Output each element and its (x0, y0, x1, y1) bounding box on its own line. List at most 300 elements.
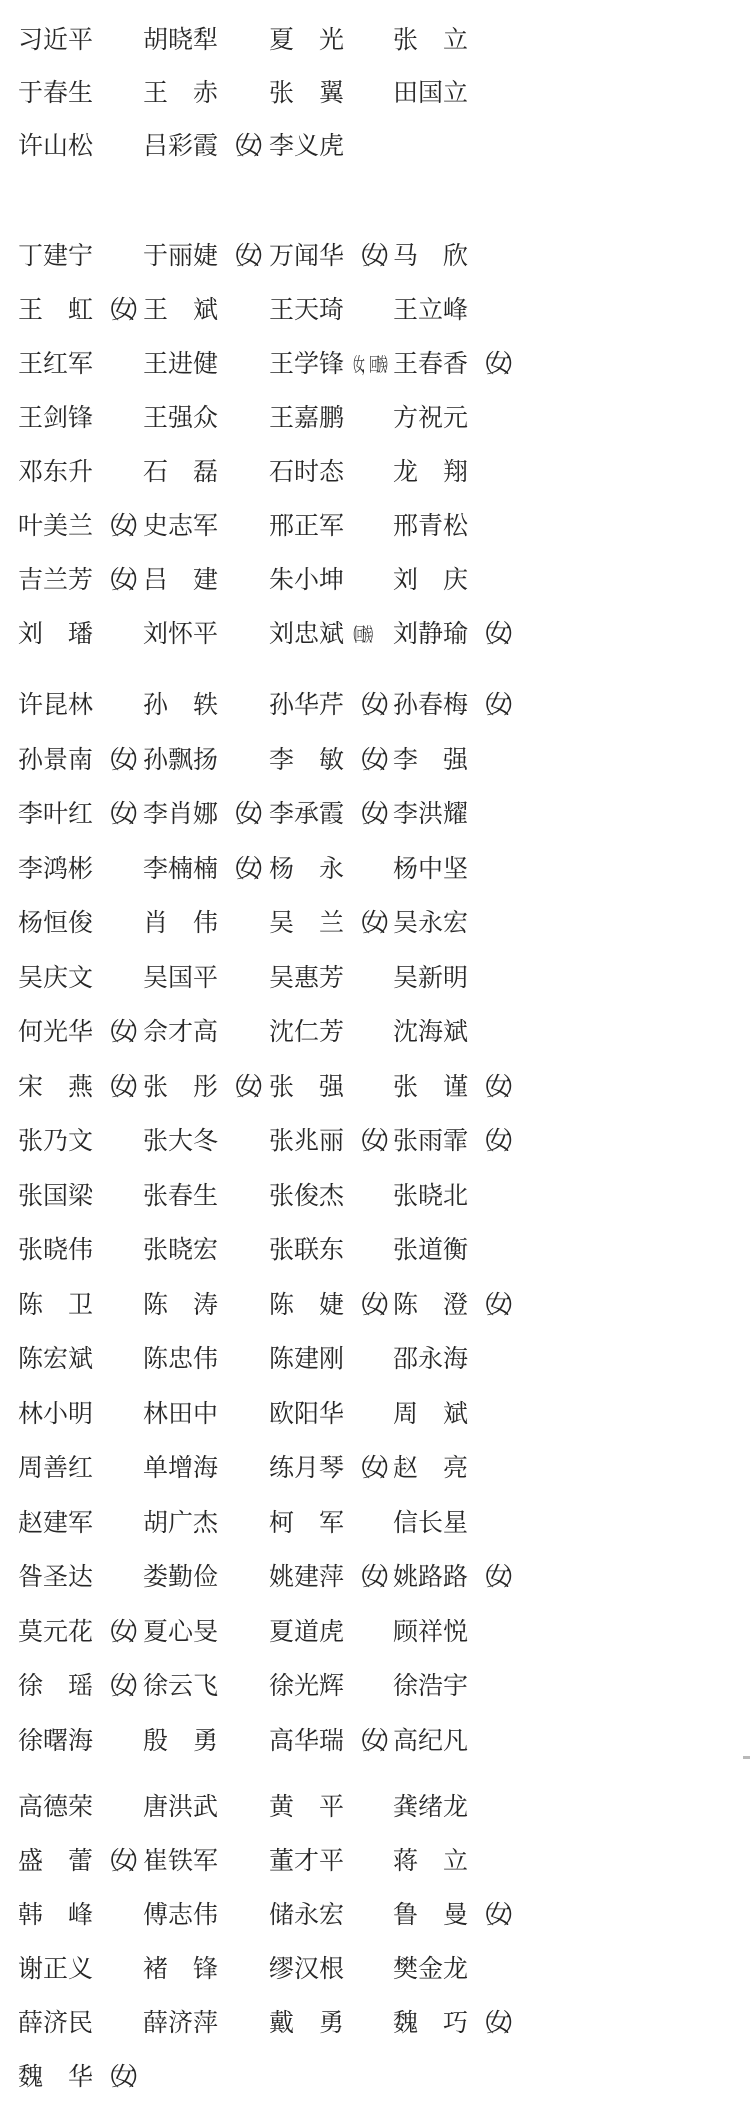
name-row (0, 605, 750, 659)
delegate-name-text: 王 虹 (18, 297, 94, 324)
delegate-name-text: 魏 华 (18, 2064, 94, 2091)
delegate-name-text: 欧阳华 (269, 1400, 345, 1428)
delegate-name-text: 张 彤 (143, 1073, 219, 1101)
delegate-name-cell (269, 740, 395, 776)
delegate-name-text: 张 翼 (269, 79, 345, 107)
delegate-name-text: 储永宏 (269, 1902, 345, 1929)
delegate-name-text: 薛济民 (18, 2010, 94, 2037)
delegate-name-cell (18, 20, 93, 56)
delegate-name-cell (269, 560, 344, 596)
delegate-name-text: 胡晓犁 (143, 26, 219, 54)
delegate-name-text: 张联东 (269, 1237, 345, 1265)
delegate-name-cell (269, 1612, 344, 1648)
delegate-name-cell (18, 1394, 93, 1430)
delegate-name-text: 杨 永 (269, 855, 345, 883)
delegate-name-cell (143, 614, 218, 650)
name-row (0, 1221, 750, 1276)
delegate-name-cell (143, 398, 218, 434)
delegate-name-cell (18, 236, 93, 272)
delegate-name-text: 傅志伟 (143, 1902, 219, 1929)
delegate-name-cell (18, 506, 144, 542)
name-row (0, 1832, 750, 1886)
delegate-name-text: 王强众 (143, 405, 219, 432)
delegate-name-cell (393, 1787, 468, 1823)
delegate-name-text: 陈 澄 (393, 1291, 469, 1319)
delegate-name-text: 丁建宁 (18, 243, 94, 270)
delegate-name-text: 吴永宏 (393, 910, 469, 938)
delegate-name-text: 王嘉鹏 (269, 405, 345, 432)
delegate-name-cell (269, 1012, 344, 1048)
delegate-name-text: 赵 亮 (393, 1455, 469, 1483)
delegate-name-cell (143, 344, 218, 380)
delegate-name-cell (269, 1503, 344, 1539)
delegate-name-text: 殷 勇 (143, 1727, 219, 1755)
delegate-name-text: 吴庆文 (18, 964, 94, 992)
delegate-name-text: 王红军 (18, 351, 94, 378)
delegate-name-cell (18, 1448, 93, 1484)
delegate-name-cell (18, 614, 93, 650)
delegate-name-text: 石时态 (269, 459, 345, 486)
name-row (0, 281, 750, 335)
delegate-name-cell (269, 452, 344, 488)
name-row (0, 1940, 750, 1994)
delegate-name-text: 王进健 (143, 351, 219, 378)
delegate-name-cell (393, 1557, 519, 1593)
delegate-name-cell (393, 1285, 519, 1321)
delegate-name-text: 姚建萍 (269, 1564, 345, 1592)
delegate-name-text: 高纪凡 (393, 1727, 469, 1755)
delegate-name-cell (143, 849, 269, 885)
name-row (0, 1439, 750, 1494)
delegate-name-cell (393, 1012, 468, 1048)
delegate-name-text: 沈海斌 (393, 1019, 469, 1047)
gender-annotation: （女） (95, 567, 144, 594)
name-row (0, 1886, 750, 1940)
delegate-name-cell (18, 1949, 93, 1985)
delegate-name-cell (143, 740, 218, 776)
delegate-name-cell (18, 1557, 93, 1593)
delegate-name-text: 宋 燕 (18, 1073, 94, 1101)
delegate-name-cell (393, 1394, 468, 1430)
delegate-name-cell (143, 290, 218, 326)
delegate-name-text: 李鸿彬 (18, 855, 94, 883)
delegate-name-text: 王立峰 (393, 297, 469, 324)
delegate-name-cell (143, 1285, 218, 1321)
delegate-name-text: 董才平 (269, 1848, 345, 1875)
delegate-name-text: 单增海 (143, 1455, 219, 1483)
gender-annotation: （女） (346, 910, 395, 938)
delegate-name-cell (143, 1121, 218, 1157)
delegate-name-cell (18, 849, 93, 885)
delegate-name-cell (18, 2003, 93, 2039)
delegate-name-cell (269, 1121, 395, 1157)
delegate-name-text: 徐云飞 (143, 1673, 219, 1701)
delegate-name-text: 夏 光 (269, 26, 345, 54)
name-row (0, 785, 750, 840)
name-row (0, 551, 750, 605)
delegate-name-cell (393, 740, 468, 776)
delegate-name-text: 盛 蕾 (18, 1848, 94, 1875)
delegate-name-cell (269, 1949, 344, 1985)
gender-annotation: （女） (95, 746, 144, 774)
delegate-name-text: 刘忠斌 (269, 621, 345, 648)
delegate-name-text: 张大冬 (143, 1128, 219, 1156)
delegate-name-text: 吴新明 (393, 964, 469, 992)
delegate-name-cell (393, 794, 468, 830)
delegate-name-cell (143, 1012, 218, 1048)
name-row (0, 117, 750, 170)
delegate-name-text: 王天琦 (269, 297, 345, 324)
delegate-name-cell (393, 344, 519, 380)
delegate-name-text: 王剑锋 (18, 405, 94, 432)
delegate-name-text: 张晓宏 (143, 1237, 219, 1265)
name-row (0, 443, 750, 497)
delegate-name-text: 张 强 (269, 1073, 345, 1101)
delegate-name-cell (269, 1448, 395, 1484)
delegate-name-text: 吴 兰 (269, 910, 345, 938)
delegate-name-text: 许昆林 (18, 692, 94, 720)
delegate-name-cell (393, 1666, 468, 1702)
delegate-name-cell (269, 73, 344, 109)
delegate-name-text: 夏心旻 (143, 1618, 219, 1646)
gender-annotation: （女） (95, 1673, 144, 1701)
name-row (0, 840, 750, 895)
delegate-name-cell (18, 1721, 93, 1757)
gender-annotation: （女） (346, 1564, 395, 1592)
delegate-name-cell (143, 1666, 218, 1702)
delegate-name-cell (269, 794, 395, 830)
delegate-name-cell (18, 452, 93, 488)
delegate-name-text: 石 磊 (143, 459, 219, 486)
delegate-name-text: 林小明 (18, 1400, 94, 1428)
delegate-name-cell (143, 1612, 218, 1648)
delegate-name-text: 孙飘扬 (143, 746, 219, 774)
delegate-name-cell (393, 20, 468, 56)
delegate-name-text: 史志军 (143, 513, 219, 540)
delegate-name-text: 邓东升 (18, 459, 94, 486)
delegate-name-text: 练月琴 (269, 1455, 345, 1483)
delegate-name-text: 张 谨 (393, 1073, 469, 1101)
delegate-name-text: 周善红 (18, 1455, 94, 1483)
delegate-name-cell (393, 290, 468, 326)
gender-ethnicity-annotation: （回族） (347, 625, 377, 647)
delegate-name-text: 李洪耀 (393, 801, 469, 829)
delegate-name-text: 韩 峰 (18, 1902, 94, 1929)
name-row (0, 1494, 750, 1549)
gender-annotation: （女） (95, 1848, 144, 1875)
delegate-name-cell (269, 398, 344, 434)
gender-annotation: （女） (95, 1019, 144, 1047)
gender-annotation: （女） (346, 746, 395, 774)
delegate-name-cell (393, 614, 519, 650)
delegate-name-text: 王学锋 (269, 351, 345, 378)
delegate-name-cell (393, 1721, 468, 1757)
delegate-name-cell (143, 1394, 218, 1430)
delegate-name-cell (18, 1612, 144, 1648)
delegate-name-cell (269, 1666, 344, 1702)
delegate-name-text: 邢正军 (269, 513, 345, 540)
delegate-name-cell (18, 958, 93, 994)
gender-annotation: （女） (346, 801, 395, 829)
delegate-name-cell (269, 1339, 344, 1375)
delegate-name-cell (269, 1895, 344, 1931)
delegate-name-cell (143, 1339, 218, 1375)
name-row (0, 1385, 750, 1440)
delegate-name-cell (393, 1176, 468, 1212)
delegate-name-text: 李承霞 (269, 801, 345, 829)
gender-annotation: （女） (220, 801, 269, 829)
delegate-name-cell (143, 236, 269, 272)
delegate-name-cell (18, 398, 93, 434)
delegate-name-cell (18, 1121, 93, 1157)
delegate-name-cell (18, 1503, 93, 1539)
delegate-name-cell (393, 560, 468, 596)
scan-artifact-mark (743, 1756, 750, 1759)
gender-annotation: （女） (95, 801, 144, 829)
name-row (0, 949, 750, 1004)
delegate-name-text: 鲁 曼 (393, 1902, 469, 1929)
delegate-name-text: 顾祥悦 (393, 1618, 469, 1646)
delegate-name-cell (269, 1841, 344, 1877)
delegate-name-text: 马 欣 (393, 243, 469, 270)
delegate-name-cell (18, 794, 144, 830)
delegate-name-text: 胡广杰 (143, 1509, 219, 1537)
delegate-name-text: 刘怀平 (143, 621, 219, 648)
delegate-name-cell (18, 2057, 144, 2093)
name-row (0, 676, 750, 731)
name-row (0, 1603, 750, 1658)
delegate-name-cell (269, 1394, 344, 1430)
delegate-name-text: 邵永海 (393, 1346, 469, 1374)
group-main-a (0, 227, 750, 659)
group-main-b (0, 676, 750, 1766)
delegate-name-text: 李肖娜 (143, 801, 219, 829)
name-row (0, 11, 750, 64)
delegate-name-cell (393, 506, 468, 542)
delegate-name-text: 姚路路 (393, 1564, 469, 1592)
delegate-name-text: 吉兰芳 (18, 567, 94, 594)
delegate-name-cell (18, 344, 93, 380)
delegate-name-cell (18, 1230, 93, 1266)
gender-annotation: （女） (346, 1128, 395, 1156)
name-row (0, 731, 750, 786)
name-row (0, 1994, 750, 2048)
delegate-name-text: 于春生 (18, 79, 94, 107)
delegate-name-cell (269, 1557, 395, 1593)
delegate-name-text: 龙 翔 (393, 459, 469, 486)
name-row (0, 389, 750, 443)
delegate-name-cell (18, 1841, 144, 1877)
delegate-name-cell (269, 903, 395, 939)
delegate-name-text: 李叶红 (18, 801, 94, 829)
delegate-name-cell (143, 1949, 218, 1985)
delegate-name-text: 娄勤俭 (143, 1564, 219, 1592)
delegate-name-cell (393, 73, 468, 109)
delegate-name-text: 夏道虎 (269, 1618, 345, 1646)
name-row (0, 1548, 750, 1603)
delegate-name-cell (143, 794, 269, 830)
delegate-name-text: 吴国平 (143, 964, 219, 992)
delegate-name-cell (143, 126, 269, 162)
delegate-name-cell (269, 849, 344, 885)
delegate-name-cell (269, 1230, 344, 1266)
gender-annotation: （女） (220, 243, 269, 270)
delegate-name-text: 沈仁芳 (269, 1019, 345, 1047)
delegate-name-cell (269, 290, 344, 326)
delegate-name-cell (18, 560, 144, 596)
name-row (0, 1112, 750, 1167)
delegate-name-cell (269, 1176, 344, 1212)
delegate-name-text: 方祝元 (393, 405, 469, 432)
delegate-name-text: 陈宏斌 (18, 1346, 94, 1374)
delegate-name-text: 王 斌 (143, 297, 219, 324)
delegate-name-text: 陈 涛 (143, 1291, 219, 1319)
delegate-name-cell (269, 1721, 395, 1757)
gender-annotation: （女） (470, 692, 519, 720)
delegate-name-text: 何光华 (18, 1019, 94, 1047)
delegate-name-text: 张晓伟 (18, 1237, 94, 1265)
delegate-name-cell (18, 740, 144, 776)
delegate-name-text: 崔铁军 (143, 1848, 219, 1875)
delegate-name-cell (393, 236, 468, 272)
delegate-name-cell (143, 2003, 218, 2039)
delegate-name-cell (393, 1895, 519, 1931)
delegate-name-cell (143, 506, 218, 542)
delegate-name-cell (393, 1448, 468, 1484)
delegate-name-text: 李义虎 (269, 132, 345, 160)
delegate-name-text: 昝圣达 (18, 1564, 94, 1592)
delegate-name-text: 孙春梅 (393, 692, 469, 720)
name-row (0, 1657, 750, 1712)
delegate-name-text: 刘 璠 (18, 621, 94, 648)
delegate-name-cell (393, 1121, 519, 1157)
delegate-name-cell (393, 1339, 468, 1375)
delegate-name-cell (143, 73, 218, 109)
delegate-name-text: 王春香 (393, 351, 469, 378)
delegate-name-cell (18, 1339, 93, 1375)
delegate-name-cell (393, 398, 468, 434)
delegate-name-cell (18, 1285, 93, 1321)
delegate-name-text: 孙华芹 (269, 692, 345, 720)
delegate-name-text: 高华瑞 (269, 1727, 345, 1755)
delegate-name-cell (143, 1448, 218, 1484)
delegate-name-cell (269, 506, 344, 542)
delegate-name-text: 张雨霏 (393, 1128, 469, 1156)
delegate-name-cell (393, 2003, 519, 2039)
delegate-name-cell (269, 958, 344, 994)
delegate-name-text: 徐浩宇 (393, 1673, 469, 1701)
delegate-name-text: 于丽婕 (143, 243, 219, 270)
delegate-name-cell (393, 849, 468, 885)
delegate-name-text: 陈忠伟 (143, 1346, 219, 1374)
delegate-name-cell (18, 1895, 93, 1931)
name-row (0, 335, 750, 389)
gender-annotation: （女） (346, 692, 395, 720)
delegate-name-text: 蒋 立 (393, 1848, 469, 1875)
delegate-name-cell (393, 1841, 468, 1877)
delegate-name-text: 张道衡 (393, 1237, 469, 1265)
delegate-name-cell (143, 1787, 218, 1823)
delegate-name-text: 杨中坚 (393, 855, 469, 883)
gender-annotation: （女） (470, 351, 519, 378)
delegate-name-cell (269, 20, 344, 56)
delegate-name-cell (18, 126, 93, 162)
delegate-name-cell (18, 1012, 144, 1048)
gender-annotation: （女） (346, 1291, 395, 1319)
delegate-name-text: 张俊杰 (269, 1182, 345, 1210)
gender-annotation: （女） (470, 1291, 519, 1319)
delegate-name-cell (269, 1067, 344, 1103)
delegate-name-cell (143, 1895, 218, 1931)
name-row (0, 1778, 750, 1832)
delegate-name-text: 樊金龙 (393, 1956, 469, 1983)
delegate-name-text: 张 立 (393, 26, 469, 54)
gender-annotation: （女） (470, 1902, 519, 1929)
delegate-name-cell (269, 685, 395, 721)
delegate-name-cell (269, 614, 400, 650)
delegate-name-cell (143, 20, 218, 56)
gender-annotation: （女） (470, 621, 519, 648)
delegate-name-text: 朱小坤 (269, 567, 345, 594)
delegate-name-cell (18, 903, 93, 939)
name-row (0, 1276, 750, 1331)
delegate-name-text: 徐 瑶 (18, 1673, 94, 1701)
delegate-name-text: 杨恒俊 (18, 910, 94, 938)
delegate-name-text: 缪汉根 (269, 1956, 345, 1983)
delegate-name-cell (269, 1285, 395, 1321)
name-row (0, 64, 750, 117)
gender-annotation: （女） (95, 297, 144, 324)
delegate-name-text: 习近平 (18, 26, 94, 54)
delegate-name-text: 徐光辉 (269, 1673, 345, 1701)
gender-annotation: （女） (220, 855, 269, 883)
gender-annotation: （女） (95, 2064, 144, 2091)
delegate-name-cell (269, 236, 395, 272)
delegate-name-text: 薛济萍 (143, 2010, 219, 2037)
delegate-name-text: 林田中 (143, 1400, 219, 1428)
delegate-name-text: 张春生 (143, 1182, 219, 1210)
delegate-name-cell (143, 1176, 218, 1212)
delegate-name-text: 张乃文 (18, 1128, 94, 1156)
name-row (0, 227, 750, 281)
gender-annotation: （女） (470, 2010, 519, 2037)
gender-annotation: （女） (220, 1073, 269, 1101)
delegate-name-text: 柯 军 (269, 1509, 345, 1537)
delegate-name-cell (393, 1949, 468, 1985)
gender-annotation: （女） (470, 1073, 519, 1101)
delegate-name-text: 李 强 (393, 746, 469, 774)
delegate-name-text: 陈 卫 (18, 1291, 94, 1319)
delegate-name-text: 田国立 (393, 79, 469, 107)
delegate-name-text: 叶美兰 (18, 513, 94, 540)
name-row (0, 497, 750, 551)
delegate-name-text: 周 斌 (393, 1400, 469, 1428)
gender-annotation: （女） (95, 1073, 144, 1101)
name-row (0, 1167, 750, 1222)
delegate-name-cell (143, 1230, 218, 1266)
delegate-name-cell (393, 685, 519, 721)
delegate-name-cell (393, 1503, 468, 1539)
delegate-name-cell (143, 685, 218, 721)
name-row (0, 1330, 750, 1385)
delegate-name-text: 佘才高 (143, 1019, 219, 1047)
name-row (0, 894, 750, 949)
gender-annotation: （女） (95, 1618, 144, 1646)
delegate-name-text: 徐曙海 (18, 1727, 94, 1755)
delegate-name-text: 吴惠芳 (269, 964, 345, 992)
delegate-name-text: 黄 平 (269, 1794, 345, 1821)
delegate-name-cell (143, 560, 218, 596)
